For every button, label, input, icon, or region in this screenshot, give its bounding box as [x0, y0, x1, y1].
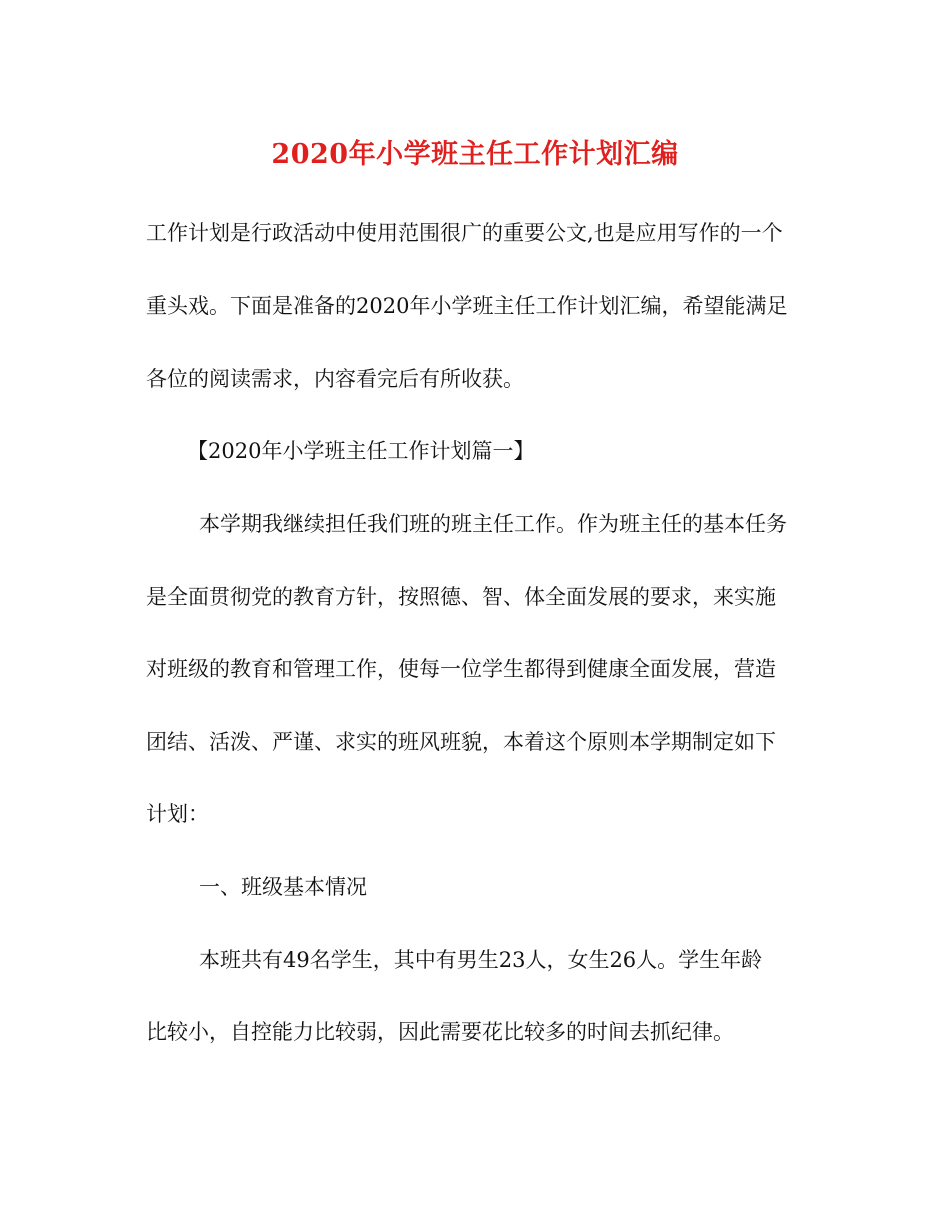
section-heading: 【2020年小学班主任工作计划篇一】 — [187, 439, 535, 463]
intro-line-2: 重头戏。下面是准备的2020年小学班主任工作计划汇编，希望能满足 — [146, 294, 788, 318]
document-title: 2020年小学班主任工作计划汇编 — [271, 139, 679, 170]
intro-line-1: 工作计划是行政活动中使用范围很广的重要公文,也是应用写作的一个 — [146, 221, 783, 245]
paragraph1-line-5: 计划： — [146, 802, 209, 826]
paragraph2-line-2: 比较小，自控能力比较弱，因此需要花比较多的时间去抓纪律。 — [146, 1020, 734, 1044]
subheading-class-info: 一、班级基本情况 — [199, 875, 367, 899]
paragraph1-line-3: 对班级的教育和管理工作，使每一位学生都得到健康全面发展，营造 — [146, 657, 776, 681]
paragraph1-line-1: 本学期我继续担任我们班的班主任工作。作为班主任的基本任务 — [199, 512, 787, 536]
paragraph1-line-2: 是全面贯彻党的教育方针，按照德、智、体全面发展的要求，来实施 — [146, 585, 776, 609]
paragraph1-line-4: 团结、活泼、严谨、求实的班风班貌，本着这个原则本学期制定如下 — [146, 730, 776, 754]
intro-line-3: 各位的阅读需求，内容看完后有所收获。 — [146, 367, 524, 391]
paragraph2-line-1: 本班共有49名学生，其中有男生23人，女生26人。学生年龄 — [199, 948, 763, 972]
